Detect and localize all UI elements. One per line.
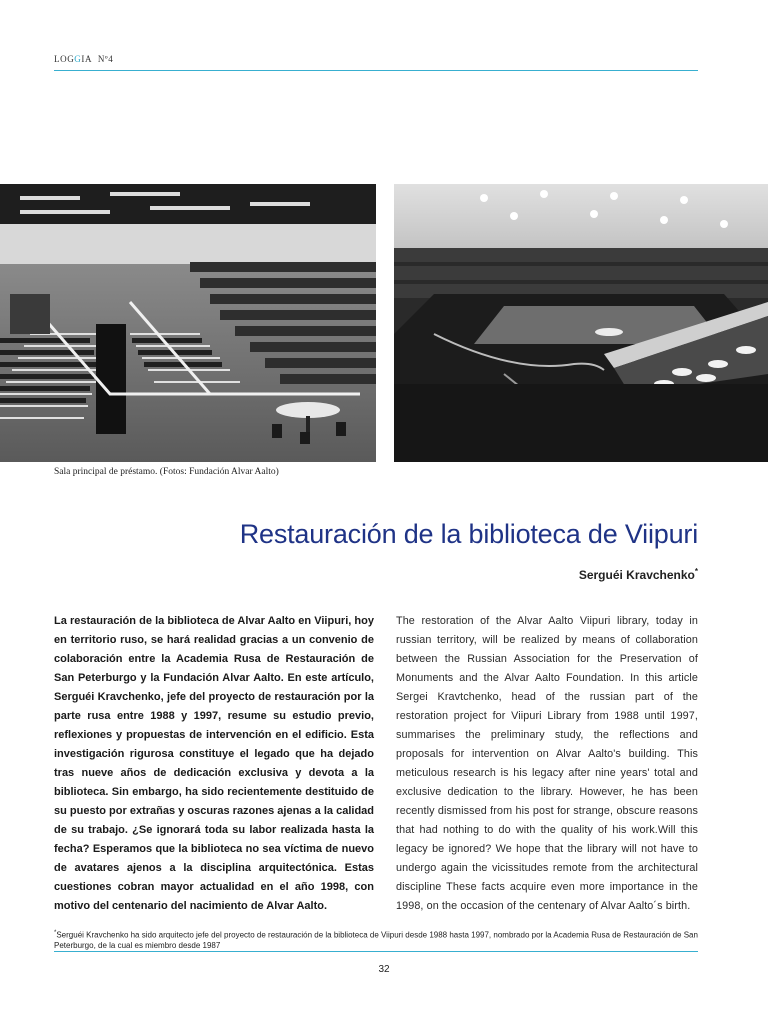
footer-rule — [54, 951, 698, 952]
running-header — [54, 54, 698, 64]
author-footnote-mark: * — [694, 567, 698, 576]
magazine-name: LOGGIA — [54, 54, 93, 64]
library-stairs-photo — [0, 184, 376, 462]
article-title: Restauración de la biblioteca de Viipuri — [239, 519, 698, 549]
author-footnote — [54, 928, 698, 951]
abstract-spanish: La restauración de la biblioteca de Alvar Aalto en Viipuri, hoy en territorio ruso, se hará realidad gracias a un convenio de colaboración entre la Academia Rusa de Restauración de San Peterburgo y la Fundación Alvar Aalto. En este artículo, Serguéi Kravchenko, jefe del proyecto de restauración por la parte rusa entre 1988 y 1997, resume su estudio previo, reflexiones y propuestas de intervención en el edificio. Esta investigación rigurosa constituye el legado que ha dejado tras nueve años de dedicación exclusiva y devota a la biblioteca. Sin embargo, ha sido recientemente destituido de su puesto por extrañas y oscuras razones ajenas a la calidad de su trabajo. ¿Se ignorará toda su labor realizada hasta la fecha? Esperamos que la biblioteca no sea víctima de nuevo de avatares ajenos a la disciplina arquitectónica. Estas cuestiones cobran mayor actualidad en el año 1998, con motivo del centenario del nacimiento de Alvar Aalto. — [54, 615, 374, 912]
photo-caption: Sala principal de préstamo. (Fotos: Fundación Alvar Aalto) — [54, 467, 279, 477]
library-reading-room-photo — [394, 184, 768, 462]
page-number: 32 — [378, 964, 390, 975]
author-name: Serguéi Kravchenko — [578, 568, 695, 582]
header-rule — [54, 70, 698, 71]
footnote-text: Serguéi Kravchenko ha sido arquitecto jefe del proyecto de restauración de la biblioteca de Viipuri desde 1988 hasta 1997, nombrado por la Academia Rusa de Restauración de San Peterburgo, de la cual es miembro desde 1987 — [54, 930, 698, 950]
article-author — [54, 567, 698, 582]
abstract-english: The restoration of the Alvar Aalto Viipuri library, today in russian territory, will be realized by means of collaboration between the Russian Association for the Preservation of Monuments and the Alvar Aalto Foundation. In this article Sergei Kravtchenko, head of the russian part of the restoration project for Viipuri Library from 1988 until 1997, summarises the preliminary study, the reflections and proposals for intervention on Alvar Aalto's building. This meticulous research is his legacy after nine years' total and exclusive dedication to the library. However, he has been recently dismissed from his post for strange, obscure reasons that had nothing to do with the quality of his work.Will this legacy be ignored? We hope that the library will not have to undergo again the vicissitudes remote from the architectural discipline These facts acquire even more importance in the 1998, on the occasion of the centenary of Alvar Aalto´s birth. — [396, 615, 698, 912]
footnote-mark: * — [54, 930, 57, 936]
issue-number: Nº4 — [97, 54, 114, 64]
